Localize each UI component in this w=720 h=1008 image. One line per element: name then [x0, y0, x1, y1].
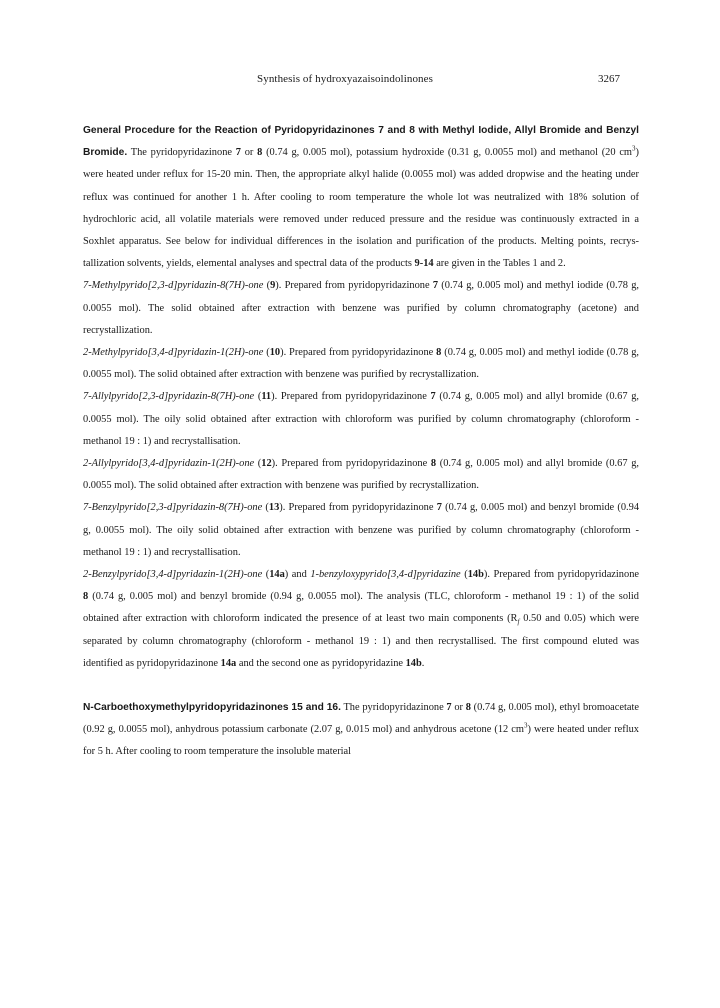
body-text: . Prepared from pyridopyridazinone	[274, 391, 431, 403]
body-text: ) were heated under reflux for 15-20 min. Then, the appropriate alkyl halide (0.0055 mol) was added dropwise and the heating under reflux was continued for another 1 h. After cooling to room temperature the whole lot was neutralized with 18% solution of hydrochloric acid, all volatile materials were removed under reduced pressure and the residue was continuously extracted in a Soxhlet apparatus. See below for individual differences in the isolation and purification of the products. Melting points, recrys-tallization solvents, yields, elemental analyses and spectral data of the products	[83, 147, 639, 270]
compound-number: 7	[430, 391, 436, 403]
body-text: or	[451, 702, 466, 714]
compound-number: 9	[270, 280, 276, 292]
section-heading: General Procedure for the Reaction of Pyridopyridazinones 7 and 8 with Methyl Iodide, Allyl Bromide and Benzyl Bromide.	[83, 125, 639, 159]
compound-number: 11	[261, 391, 272, 403]
compound-9-paragraph: 7-Methylpyrido[2,3-d]pyridazin-8(7H)-one (9). Prepared from pyridopyridazinone 7 (0.74 g, 0.005 mol) and methyl iodide (0.78 g, 0.0055 mol). The solid obtained after extraction with benzene was purified by column chromatography (acetone) and recrystallization.	[83, 280, 640, 336]
compound-number: 14a	[269, 569, 285, 581]
section-heading: N-Carboethoxymethylpyridopyridazinones 15 and 16.	[83, 702, 341, 714]
compound-number: 7	[446, 702, 452, 714]
body-text: 0.50 and 0.05) which were separated by column chromatography (chloroform - methanol 19 : 1) and then recrystallised. The first compound eluted was identified as pyridopyridazinone	[83, 613, 640, 669]
compound-number: 14b	[467, 569, 484, 581]
compound-number: 8	[436, 347, 442, 359]
compound-name: 7-Methylpyrido[2,3-d]pyridazin-8(7H)-one	[83, 280, 264, 292]
compound-number: 7	[436, 502, 442, 514]
body-text: . Prepared from pyridopyridazinone	[487, 569, 640, 581]
article-body	[83, 120, 639, 764]
superscript: 3	[632, 144, 636, 153]
body-text: (0.74 g, 0.005 mol), potassium hydroxide (0.31 g, 0.0055 mol) and methanol (20 cm	[262, 147, 633, 159]
compound-13-paragraph: 7-Benzylpyrido[2,3-d]pyridazin-8(7H)-one (13). Prepared from pyridopyridazinone 7 (0.74 g, 0.005 mol) and benzyl bromide (0.94 g, 0.0055 mol). The oily solid obtained after extraction with benzene was purified by column chromatography (chloroform - methanol 19 : 1) and recrystallisation.	[83, 502, 640, 558]
body-text: . Prepared from pyridopyridazinone	[278, 280, 433, 292]
body-text: . Prepared from pyridopyridazinone	[283, 347, 437, 359]
compound-name: 2-Benzylpyrido[3,4-d]pyridazin-1(2H)-one	[83, 569, 263, 581]
body-text: ) were heated under reflux for 5 h. After cooling to room temperature the insoluble material	[83, 724, 639, 758]
compound-10-paragraph: 2-Methylpyrido[3,4-d]pyridazin-1(2H)-one (10). Prepared from pyridopyridazinone 8 (0.74 g, 0.005 mol) and methyl iodide (0.78 g, 0.0055 mol). The solid obtained after extraction with benzene was purified by recrystallization.	[83, 347, 639, 381]
compound-name: 2-Methylpyrido[3,4-d]pyridazin-1(2H)-one	[83, 347, 264, 359]
compound-name: 1-benzyloxypyrido[3,4-d]pyridazine	[310, 569, 461, 581]
running-title: Synthesis of hydroxyazaisoindolinones	[257, 73, 434, 85]
subscript: f	[517, 618, 520, 627]
body-text: The pyridopyridazinone	[340, 702, 447, 714]
compound-12-paragraph: 2-Allylpyrido[3,4-d]pyridazin-1(2H)-one (12). Prepared from pyridopyridazinone 8 (0.74 g, 0.005 mol) and allyl bromide (0.67 g, 0.0055 mol). The solid obtained after extraction with benzene was purified by recrystallization.	[83, 458, 640, 492]
compound-name: 2-Allylpyrido[3,4-d]pyridazin-1(2H)-one	[83, 458, 255, 470]
page-header	[0, 68, 720, 86]
body-text: (0.74 g, 0.005 mol) and benzyl bromide (0.94 g, 0.0055 mol). The oily solid obtained after extraction with benzene was purified by column chromatography (chloroform - methanol 19 : 1) and recrystallisation.	[83, 502, 640, 558]
body-text: are given in the Tables 1 and 2.	[433, 258, 566, 270]
compound-number: 12	[261, 458, 272, 470]
body-text: (0.74 g, 0.005 mol) and methyl iodide (0.78 g, 0.0055 mol). The solid obtained after extraction with benzene was purified by column chromatography (acetone) and recrystallization.	[83, 280, 640, 336]
compound-name: 7-Allylpyrido[2,3-d]pyridazin-8(7H)-one	[83, 391, 255, 403]
body-text: (0.74 g, 0.005 mol) and allyl bromide (0.67 g, 0.0055 mol). The oily solid obtained after extraction with chloroform was purified by column chromatography (chloroform - methanol 19 : 1) and recrystallisation.	[83, 391, 640, 447]
body-text: The pyridopyridazinone	[127, 147, 236, 159]
compound-range: 9-14	[414, 258, 434, 270]
body-text: and the second one as pyridopyridazine	[236, 657, 406, 669]
body-text: (0.74 g, 0.005 mol) and allyl bromide (0.67 g, 0.0055 mol). The solid obtained after extraction with benzene was purified by recrystallization.	[83, 458, 640, 492]
body-text: . Prepared from pyridopyridazinone	[275, 458, 431, 470]
compound-number: 10	[269, 347, 281, 359]
body-text: and	[288, 569, 311, 581]
carboethoxy-paragraph	[83, 697, 639, 764]
body-text: .	[421, 657, 425, 669]
superscript: 3	[524, 721, 528, 730]
body-text: (0.74 g, 0.005 mol) and methyl iodide (0.78 g, 0.0055 mol). The solid obtained after extraction with benzene was purified by recrystallization.	[83, 347, 639, 381]
compound-number: 8	[465, 702, 471, 714]
compound-number: 14a	[220, 657, 237, 669]
body-text: (0.74 g, 0.005 mol) and benzyl bromide (0.94 g, 0.0055 mol). The analysis (TLC, chloroform - methanol 19 : 1) of the solid obtained after extraction with chloroform indicated the presence of at least two main components (R	[83, 591, 639, 625]
compound-number: 8	[83, 591, 89, 603]
compound-number: 8	[430, 458, 437, 470]
general-procedure-paragraph	[83, 120, 639, 275]
compound-number: 8	[257, 147, 263, 159]
compound-number: 7	[432, 280, 439, 292]
compound-14-paragraph: 2-Benzylpyrido[3,4-d]pyridazin-1(2H)-one (14a) and 1-benzyloxypyrido[3,4-d]pyridazine (14b). Prepared from pyridopyridazinone 8 (0.74 g, 0.005 mol) and benzyl bromide (0.94 g, 0.0055 mol). The analysis (TLC, chloroform - methanol 19 : 1) of the solid obtained after extraction with chloroform indicated the presence of at least two main components ($R_f$ 0.50 and 0.05) which were separated by column chromatography (chloroform - methanol 19 : 1) and then recrystallised. The first compound eluted was identified as pyridopyridazinone 14a and the second one as pyridopyridazine 14b.	[83, 569, 640, 669]
body-text: or	[240, 147, 258, 159]
body-text: (0.74 g, 0.005 mol), ethyl bromoacetate (0.92 g, 0.0055 mol), anhydrous potassium carbonate (2.07 g, 0.015 mol) and anhydrous acetone (12 cm	[83, 702, 639, 736]
compound-number: 14b	[405, 657, 422, 669]
compound-number: 13	[268, 502, 280, 514]
compound-name: 7-Benzylpyrido[2,3-d]pyridazin-8(7H)-one	[83, 502, 263, 514]
page-number: 3267	[598, 73, 620, 85]
compound-11-paragraph: 7-Allylpyrido[2,3-d]pyridazin-8(7H)-one (11). Prepared from pyridopyridazinone 7 (0.74 g, 0.005 mol) and allyl bromide (0.67 g, 0.0055 mol). The oily solid obtained after extraction with chloroform was purified by column chromatography (chloroform - methanol 19 : 1) and recrystallisation.	[83, 391, 640, 447]
compound-number: 7	[235, 147, 241, 159]
body-text: . Prepared from pyridopyridazinone	[282, 502, 437, 514]
